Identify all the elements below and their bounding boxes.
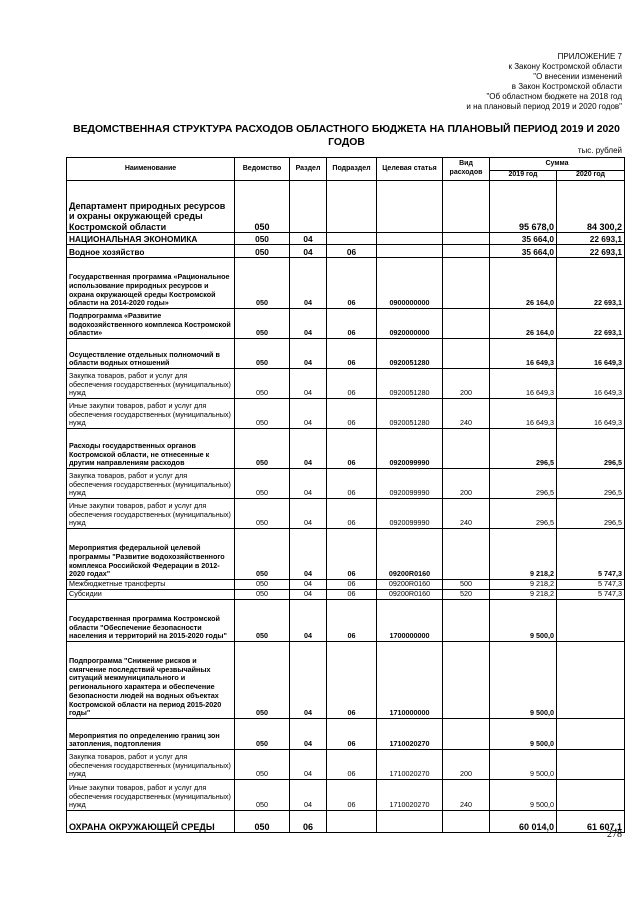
cell-section: 04 bbox=[290, 339, 327, 369]
cell-2020 bbox=[557, 642, 625, 719]
header-target: Целевая статья bbox=[377, 158, 443, 181]
table-row bbox=[67, 580, 625, 590]
table-row bbox=[67, 529, 625, 580]
cell-2019: 9 218,2 bbox=[490, 580, 557, 590]
table-row bbox=[67, 590, 625, 600]
cell-2019: 9 218,2 bbox=[490, 529, 557, 580]
cell-2020: 22 693,1 bbox=[557, 309, 625, 339]
cell-2020 bbox=[557, 750, 625, 780]
appendix-line: в Закон Костромской области bbox=[511, 82, 622, 91]
cell-target: 1700000000 bbox=[377, 600, 443, 642]
cell-dept: 050 bbox=[235, 750, 290, 780]
cell-2020: 61 607,1 bbox=[557, 811, 625, 833]
cell-target bbox=[377, 233, 443, 245]
cell-2020: 22 693,1 bbox=[557, 233, 625, 245]
cell-dept: 050 bbox=[235, 529, 290, 580]
cell-2019: 9 500,0 bbox=[490, 600, 557, 642]
cell-section: 04 bbox=[290, 309, 327, 339]
cell-subsection: 06 bbox=[327, 399, 377, 429]
table-row bbox=[67, 429, 625, 469]
cell-kind bbox=[443, 642, 490, 719]
cell-2019: 95 678,0 bbox=[490, 181, 557, 233]
table-row bbox=[67, 642, 625, 719]
table-body bbox=[67, 181, 625, 833]
document-title: ВЕДОМСТВЕННАЯ СТРУКТУРА РАСХОДОВ ОБЛАСТНОГО БЮДЖЕТА НА ПЛАНОВЫЙ ПЕРИОД 2019 И 2020 ГОДОВ bbox=[73, 124, 620, 148]
table-row bbox=[67, 369, 625, 399]
cell-dept: 050 bbox=[235, 811, 290, 833]
cell-section bbox=[290, 181, 327, 233]
cell-dept: 050 bbox=[235, 580, 290, 590]
cell-2019: 26 164,0 bbox=[490, 309, 557, 339]
cell-2019: 9 500,0 bbox=[490, 780, 557, 811]
header-dept: Ведомство bbox=[235, 158, 290, 181]
cell-section: 04 bbox=[290, 469, 327, 499]
cell-name: Мероприятия по определению границ зон затопления, подтопления bbox=[67, 719, 235, 750]
cell-subsection: 06 bbox=[327, 580, 377, 590]
cell-target: 09200R0160 bbox=[377, 580, 443, 590]
cell-2019: 9 218,2 bbox=[490, 590, 557, 600]
cell-2020 bbox=[557, 719, 625, 750]
table-row bbox=[67, 258, 625, 309]
cell-section: 04 bbox=[290, 590, 327, 600]
cell-kind: 240 bbox=[443, 399, 490, 429]
cell-2020 bbox=[557, 780, 625, 811]
cell-section: 06 bbox=[290, 811, 327, 833]
cell-target bbox=[377, 245, 443, 258]
cell-2020 bbox=[557, 600, 625, 642]
cell-name: НАЦИОНАЛЬНАЯ ЭКОНОМИКА bbox=[67, 233, 235, 245]
cell-kind: 200 bbox=[443, 369, 490, 399]
cell-section: 04 bbox=[290, 719, 327, 750]
cell-name: Субсидии bbox=[67, 590, 235, 600]
cell-section: 04 bbox=[290, 233, 327, 245]
cell-2020: 16 649,3 bbox=[557, 369, 625, 399]
cell-target: 0920051280 bbox=[377, 399, 443, 429]
cell-section: 04 bbox=[290, 499, 327, 529]
cell-2020: 5 747,3 bbox=[557, 580, 625, 590]
cell-2020: 22 693,1 bbox=[557, 245, 625, 258]
table-row bbox=[67, 339, 625, 369]
cell-dept: 050 bbox=[235, 499, 290, 529]
cell-name: Закупка товаров, работ и услуг для обеспечения государственных (муниципальных) нужд bbox=[67, 750, 235, 780]
budget-table bbox=[66, 157, 625, 833]
cell-target: 1710000000 bbox=[377, 642, 443, 719]
cell-name: Мероприятия федеральной целевой программы "Развитие водохозяйственного комплекса Российской Федерации в 2012-2020 годах" bbox=[67, 529, 235, 580]
cell-kind bbox=[443, 339, 490, 369]
cell-target: 1710020270 bbox=[377, 719, 443, 750]
cell-2020: 5 747,3 bbox=[557, 590, 625, 600]
cell-name: Подпрограмма «Развитие водохозяйственного комплекса Костромской области» bbox=[67, 309, 235, 339]
header-subsection: Подраздел bbox=[327, 158, 377, 181]
cell-2019: 296,5 bbox=[490, 469, 557, 499]
cell-2019: 16 649,3 bbox=[490, 339, 557, 369]
cell-subsection bbox=[327, 233, 377, 245]
cell-2020: 16 649,3 bbox=[557, 339, 625, 369]
table-row bbox=[67, 245, 625, 258]
cell-2019: 35 664,0 bbox=[490, 245, 557, 258]
cell-2019: 60 014,0 bbox=[490, 811, 557, 833]
cell-target: 0920099990 bbox=[377, 499, 443, 529]
table-row bbox=[67, 719, 625, 750]
cell-subsection: 06 bbox=[327, 339, 377, 369]
cell-subsection: 06 bbox=[327, 369, 377, 399]
cell-name: ОХРАНА ОКРУЖАЮЩЕЙ СРЕДЫ bbox=[67, 811, 235, 833]
cell-kind bbox=[443, 245, 490, 258]
cell-kind: 500 bbox=[443, 580, 490, 590]
cell-target: 09200R0160 bbox=[377, 529, 443, 580]
cell-subsection: 06 bbox=[327, 719, 377, 750]
cell-subsection: 06 bbox=[327, 499, 377, 529]
cell-dept: 050 bbox=[235, 719, 290, 750]
cell-name: Государственная программа Костромской области "Обеспечение безопасности населения и территорий на 2015-2020 годы" bbox=[67, 600, 235, 642]
cell-name: Государственная программа «Рациональное использование природных ресурсов и охрана окружающей среды Костромской области на 2014-2020 годы» bbox=[67, 258, 235, 309]
cell-name: Иные закупки товаров, работ и услуг для обеспечения государственных (муниципальных) нужд bbox=[67, 780, 235, 811]
cell-subsection bbox=[327, 181, 377, 233]
cell-name: Закупка товаров, работ и услуг для обеспечения государственных (муниципальных) нужд bbox=[67, 369, 235, 399]
header-name: Наименование bbox=[67, 158, 235, 181]
header-sum: Сумма bbox=[490, 158, 625, 171]
cell-target: 1710020270 bbox=[377, 780, 443, 811]
appendix-line: "Об областном бюджете на 2018 год bbox=[486, 92, 622, 101]
cell-section: 04 bbox=[290, 245, 327, 258]
cell-dept: 050 bbox=[235, 309, 290, 339]
cell-kind: 520 bbox=[443, 590, 490, 600]
cell-subsection: 06 bbox=[327, 529, 377, 580]
cell-section: 04 bbox=[290, 780, 327, 811]
cell-name: Департамент природных ресурсов и охраны окружающей среды Костромской области bbox=[67, 181, 235, 233]
cell-kind: 200 bbox=[443, 750, 490, 780]
cell-target: 0920099990 bbox=[377, 429, 443, 469]
cell-dept: 050 bbox=[235, 181, 290, 233]
appendix-line: к Закону Костромской области bbox=[508, 62, 622, 71]
cell-name: Осуществление отдельных полномочий в области водных отношений bbox=[67, 339, 235, 369]
cell-2020: 84 300,2 bbox=[557, 181, 625, 233]
cell-kind bbox=[443, 529, 490, 580]
page-number: 278 bbox=[607, 829, 622, 840]
cell-2020: 5 747,3 bbox=[557, 529, 625, 580]
cell-target: 1710020270 bbox=[377, 750, 443, 780]
cell-kind bbox=[443, 309, 490, 339]
cell-target bbox=[377, 811, 443, 833]
cell-section: 04 bbox=[290, 750, 327, 780]
table-row bbox=[67, 309, 625, 339]
cell-subsection: 06 bbox=[327, 309, 377, 339]
cell-name: Закупка товаров, работ и услуг для обеспечения государственных (муниципальных) нужд bbox=[67, 469, 235, 499]
cell-kind: 240 bbox=[443, 780, 490, 811]
cell-target: 0920051280 bbox=[377, 369, 443, 399]
cell-kind: 200 bbox=[443, 469, 490, 499]
header-section: Раздел bbox=[290, 158, 327, 181]
cell-dept: 050 bbox=[235, 369, 290, 399]
cell-2019: 296,5 bbox=[490, 429, 557, 469]
table-row bbox=[67, 811, 625, 833]
cell-name: Иные закупки товаров, работ и услуг для обеспечения государственных (муниципальных) нужд bbox=[67, 399, 235, 429]
cell-name: Водное хозяйство bbox=[67, 245, 235, 258]
cell-target: 0920099990 bbox=[377, 469, 443, 499]
table-row bbox=[67, 780, 625, 811]
cell-section: 04 bbox=[290, 429, 327, 469]
cell-2019: 9 500,0 bbox=[490, 750, 557, 780]
cell-dept: 050 bbox=[235, 233, 290, 245]
cell-section: 04 bbox=[290, 258, 327, 309]
header-2019: 2019 год bbox=[490, 171, 557, 181]
cell-kind bbox=[443, 719, 490, 750]
cell-dept: 050 bbox=[235, 429, 290, 469]
table-row bbox=[67, 600, 625, 642]
cell-name: Иные закупки товаров, работ и услуг для обеспечения государственных (муниципальных) нужд bbox=[67, 499, 235, 529]
table-row bbox=[67, 399, 625, 429]
cell-subsection: 06 bbox=[327, 642, 377, 719]
cell-dept: 050 bbox=[235, 245, 290, 258]
cell-subsection: 06 bbox=[327, 245, 377, 258]
cell-subsection: 06 bbox=[327, 780, 377, 811]
appendix-line: ПРИЛОЖЕНИЕ 7 bbox=[557, 52, 622, 61]
cell-2020: 22 693,1 bbox=[557, 258, 625, 309]
cell-subsection: 06 bbox=[327, 469, 377, 499]
cell-dept: 050 bbox=[235, 642, 290, 719]
cell-2019: 16 649,3 bbox=[490, 369, 557, 399]
cell-kind bbox=[443, 233, 490, 245]
header-2020: 2020 год bbox=[557, 171, 625, 181]
cell-dept: 050 bbox=[235, 600, 290, 642]
cell-subsection: 06 bbox=[327, 258, 377, 309]
cell-2019: 9 500,0 bbox=[490, 719, 557, 750]
cell-target: 0920051280 bbox=[377, 339, 443, 369]
table-row bbox=[67, 499, 625, 529]
cell-section: 04 bbox=[290, 529, 327, 580]
cell-2019: 16 649,3 bbox=[490, 399, 557, 429]
cell-2020: 296,5 bbox=[557, 429, 625, 469]
cell-name: Подпрограмма "Снижение рисков и смягчение последствий чрезвычайных ситуаций межмуниципального и регионального характера и обеспечение безопасности людей на водных объектах Костромской области на период 2015-2020 годы" bbox=[67, 642, 235, 719]
cell-kind bbox=[443, 429, 490, 469]
cell-2020: 296,5 bbox=[557, 469, 625, 499]
cell-target bbox=[377, 181, 443, 233]
cell-dept: 050 bbox=[235, 258, 290, 309]
table-row bbox=[67, 181, 625, 233]
cell-subsection bbox=[327, 811, 377, 833]
cell-kind bbox=[443, 811, 490, 833]
cell-section: 04 bbox=[290, 580, 327, 590]
cell-2019: 35 664,0 bbox=[490, 233, 557, 245]
appendix-note bbox=[380, 52, 622, 112]
cell-kind: 240 bbox=[443, 499, 490, 529]
cell-name: Межбюджетные трансферты bbox=[67, 580, 235, 590]
cell-subsection: 06 bbox=[327, 429, 377, 469]
cell-target: 0920000000 bbox=[377, 309, 443, 339]
table-row bbox=[67, 469, 625, 499]
cell-section: 04 bbox=[290, 399, 327, 429]
cell-kind bbox=[443, 258, 490, 309]
cell-subsection: 06 bbox=[327, 750, 377, 780]
appendix-line: и на плановый период 2019 и 2020 годов" bbox=[466, 102, 622, 111]
cell-name: Расходы государственных органов Костромской области, не отнесенные к другим направлениям расходов bbox=[67, 429, 235, 469]
cell-dept: 050 bbox=[235, 339, 290, 369]
cell-dept: 050 bbox=[235, 469, 290, 499]
cell-section: 04 bbox=[290, 600, 327, 642]
cell-dept: 050 bbox=[235, 399, 290, 429]
cell-2020: 16 649,3 bbox=[557, 399, 625, 429]
header-kind: Вид расходов bbox=[443, 158, 490, 181]
cell-subsection: 06 bbox=[327, 590, 377, 600]
cell-target: 0900000000 bbox=[377, 258, 443, 309]
cell-target: 09200R0160 bbox=[377, 590, 443, 600]
cell-subsection: 06 bbox=[327, 600, 377, 642]
cell-dept: 050 bbox=[235, 590, 290, 600]
table-row bbox=[67, 233, 625, 245]
units-label: тыс. рублей bbox=[577, 146, 622, 155]
table-row bbox=[67, 750, 625, 780]
cell-2019: 296,5 bbox=[490, 499, 557, 529]
cell-dept: 050 bbox=[235, 780, 290, 811]
cell-section: 04 bbox=[290, 642, 327, 719]
cell-2019: 26 164,0 bbox=[490, 258, 557, 309]
cell-kind bbox=[443, 181, 490, 233]
cell-section: 04 bbox=[290, 369, 327, 399]
cell-2019: 9 500,0 bbox=[490, 642, 557, 719]
cell-2020: 296,5 bbox=[557, 499, 625, 529]
appendix-line: "О внесении изменений bbox=[533, 72, 622, 81]
cell-kind bbox=[443, 600, 490, 642]
